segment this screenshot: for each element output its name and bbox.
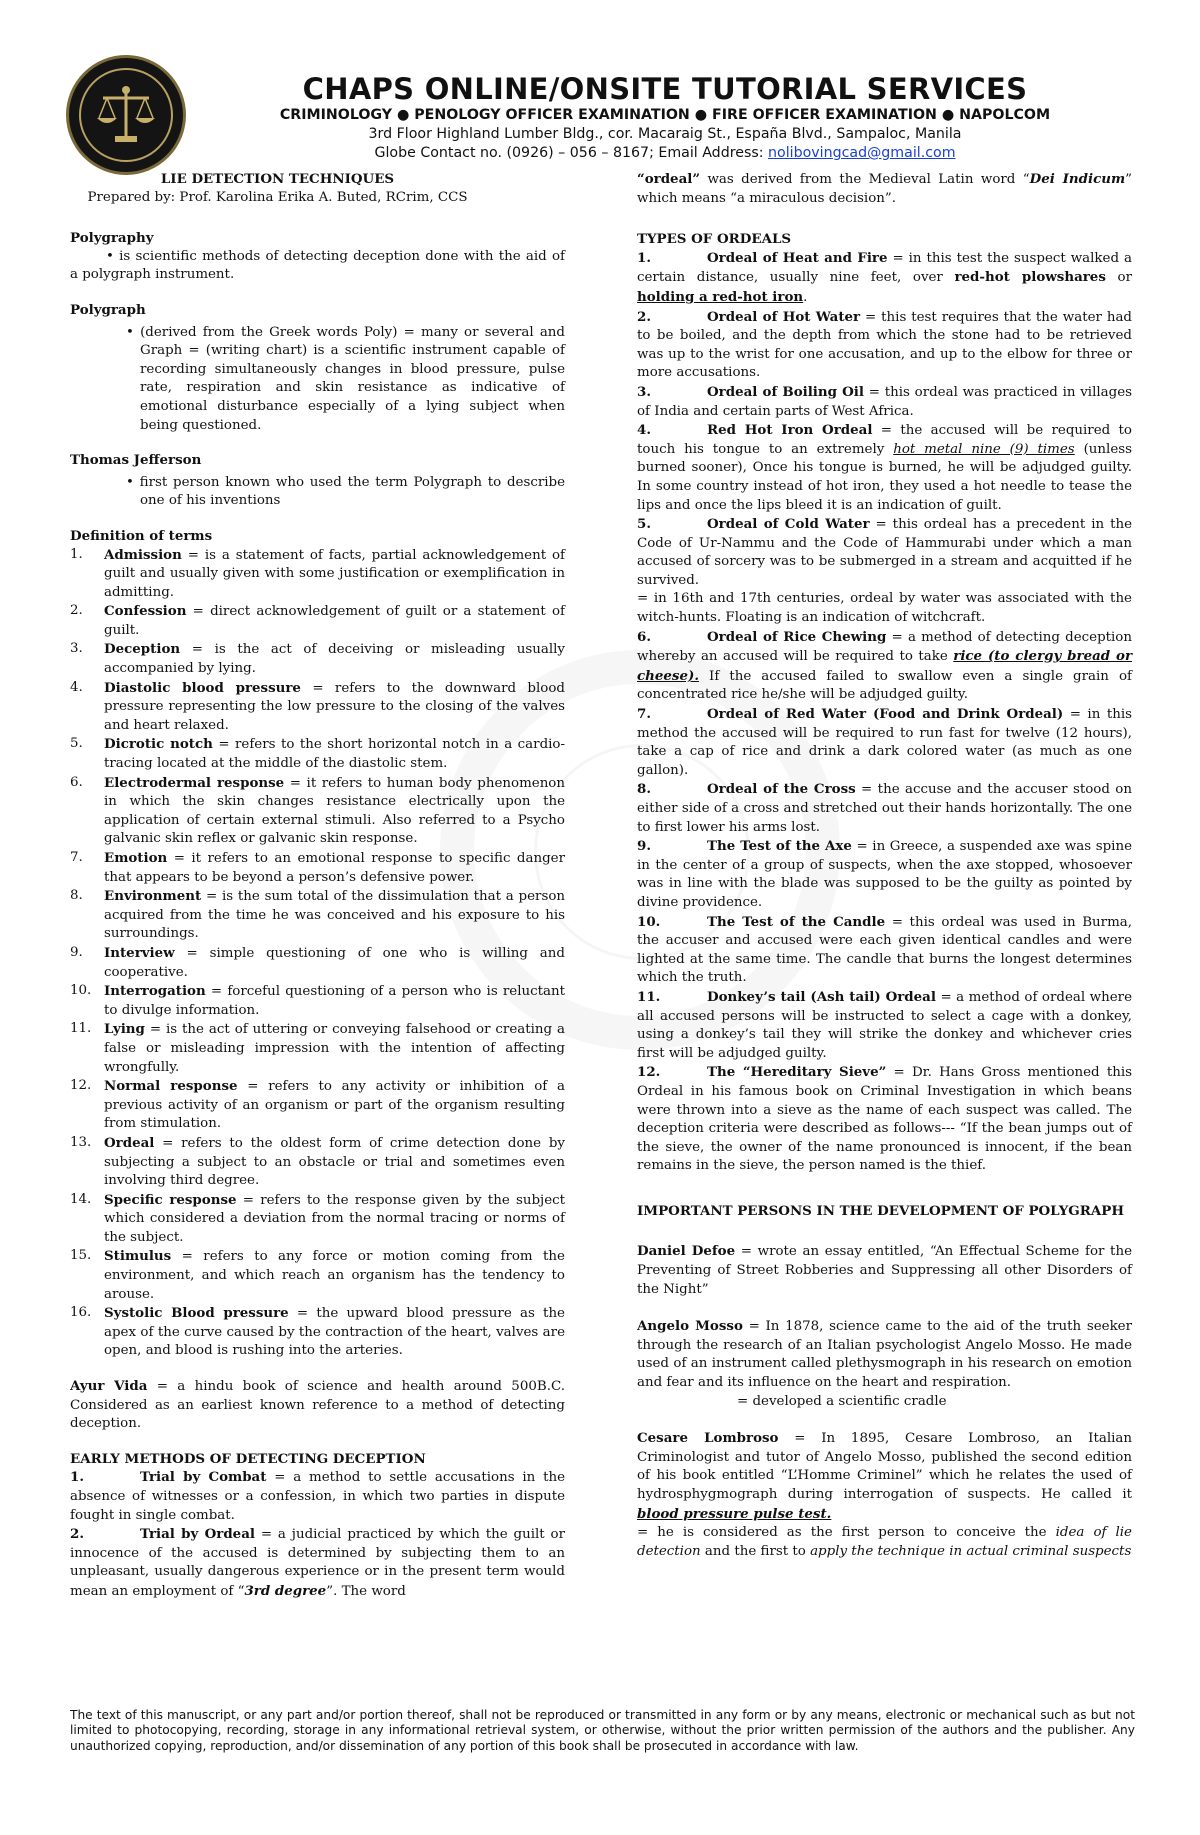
chaps-logo: [66, 55, 186, 175]
early-methods-heading: EARLY METHODS OF DETECTING DECEPTION: [70, 1450, 426, 1467]
definitions-heading: Definition of terms: [70, 527, 213, 544]
ayur-vida-paragraph: Ayur Vida = a hindu book of science and health around 500B.C. Considered as an earliest known reference to a method of detecting deception.: [70, 1378, 565, 1432]
ordeal-item: 5. Ordeal of Cold Water = this ordeal has a precedent in the Code of Ur-Nammu and the Code of Hammurabi under which a man accused of sorcery was to be submerged in a stream and acquitted if he survived.: [637, 516, 1132, 588]
prepared-by: Prepared by: Prof. Karolina Erika A. Buted, RCrim, CCS: [87, 189, 468, 205]
definition-item: 15. Stimulus = refers to any force or motion coming from the environment, and which reach an organism has the tendency to arouse.: [70, 1248, 565, 1302]
definition-item: 8. Environment = is the sum total of the dissimulation that a person acquired from the time he was conceived and his exposure to his surroundings.: [70, 888, 565, 942]
lombroso-paragraph: Cesare Lombroso = In 1895, Cesare Lombroso, an Italian Criminologist and tutor of Angelo Mosso, published the second edition of his book entitled “L’Homme Criminel” which he relates the used of hydrosphygmograph during interrogation of suspects. He called it blood pressure pulse test.: [637, 1430, 1132, 1522]
definition-item: 2. Confession = direct acknowledgement of guilt or a statement of guilt.: [70, 603, 565, 638]
definition-item: 3. Deception = is the act of deceiving or misleading usually accompanied by lying.: [70, 641, 565, 677]
lombroso-extra: = he is considered as the first person to conceive the idea of lie detection and the first to apply the technique in actual criminal suspects: [637, 1525, 1132, 1559]
definition-item: 5. Dicrotic notch = refers to the short horizontal notch in a cardio-tracing located at the middle of the diastolic stem.: [70, 736, 566, 772]
ordeal-item-extra: = in 16th and 17th centuries, ordeal by water was associated with the witch-hunts. Floating is an indication of witchcraft.: [637, 591, 1132, 626]
definition-item: 16. Systolic Blood pressure = the upward blood pressure as the apex of the curve caused by the contraction of the heart, valves are open, and blood is rushing into the arteries.: [70, 1305, 565, 1359]
definition-item: 9. Interview = simple questioning of one who is willing and cooperative.: [70, 944, 565, 980]
types-of-ordeals-heading: TYPES OF ORDEALS: [637, 231, 792, 248]
jefferson-heading: Thomas Jefferson: [70, 452, 202, 469]
definition-item: 14. Specific response = refers to the response given by the subject which considered a deviation from the normal tracing or norms of the subject.: [70, 1191, 565, 1245]
org-address: 3rd Floor Highland Lumber Bldg., cor. Macaraig St., España Blvd., Sampaloc, Manila: [368, 126, 962, 142]
ordeal-item: 12. The “Hereditary Sieve” = Dr. Hans Gross mentioned this Ordeal in his famous book on Criminal Investigation in which beans were thrown into a sieve as the name of each suspect was called. The deception criteria were described as follows--- “If the bean jumps out of the sieve, the owner of the name pronounced is innocent, if the bean remains in the sieve, the person named is the thief.: [637, 1064, 1132, 1174]
exam-list: CRIMINOLOGY ● PENOLOGY OFFICER EXAMINATION ● FIRE OFFICER EXAMINATION ● NAPOLCOM: [279, 107, 1051, 123]
org-contact: Globe Contact no. (0926) – 056 – 8167; Email Address: nolibovingcad@gmail.com: [374, 145, 956, 161]
right-column: [637, 170, 1132, 1561]
polygraphy-heading: Polygraphy: [70, 230, 154, 247]
email-link[interactable]: nolibovingcad@gmail.com: [768, 145, 956, 161]
trial-by-combat: 1. Trial by Combat = a method to settle accusations in the absence of witnesses or a confession, in which two parties in dispute fought in single combat.: [70, 1469, 565, 1523]
mosso-extra: = developed a scientific cradle: [737, 1393, 947, 1409]
ordeal-item: 3. Ordeal of Boiling Oil = this ordeal was practiced in villages of India and certain parts of West Africa.: [637, 383, 1132, 419]
org-title: CHAPS ONLINE/ONSITE TUTORIAL SERVICES: [302, 72, 1028, 106]
ordeal-item: 9. The Test of the Axe = in Greece, a suspended axe was spine in the center of a group of suspects, when the axe stopped, whosoever was in line with the blade was supposed to be the guilty as pointed by divine providence.: [637, 838, 1132, 910]
doc-title: LIE DETECTION TECHNIQUES: [160, 171, 395, 187]
ordeal-item: 7. Ordeal of Red Water (Food and Drink Ordeal) = in this method the accused will be required to run fast for twelve (12 hours), take a cap of rice and drink a dark colored water (as much as one gallon).: [637, 706, 1132, 778]
polygraph-heading: Polygraph: [70, 301, 146, 318]
polygraph-text: • (derived from the Greek words Poly) = many or several and Graph = (writing chart) is a scientific instrument capable of recording simultaneously changes in blood pressure, pulse rate, respiration and skin resistance as indicative of emotional disturbance especially of a lying subject when being questioned.: [126, 324, 565, 433]
ordeal-item: 6. Ordeal of Rice Chewing = a method of detecting deception whereby an accused will be required to take rice (to clergy bread or cheese). If the accused failed to swallow even a single grain of concentrated rice he/she will be adjudged guilty.: [637, 628, 1132, 703]
definitions-list: [70, 546, 565, 1362]
trial-by-ordeal: 2. Trial by Ordeal = a judicial practiced by which the guilt or innocence of the accused is determined by subjecting them to an unpleasant, usually dangerous experience or in the present term would mean an employment of “3rd degree”. The word: [70, 1526, 565, 1599]
ordeal-item: 1. Ordeal of Heat and Fire = in this test the suspect walked a certain distance, usually nine feet, over red-hot plowshares or holding a red-hot iron.: [637, 249, 1132, 305]
defoe-paragraph: Daniel Defoe = wrote an essay entitled, “An Effectual Scheme for the Preventing of Street Robberies and Suppressing all other Disorders of the Night”: [637, 1243, 1132, 1297]
ordeal-item: 2. Ordeal of Hot Water = this test requires that the water had to be boiled, and the depth from which the stone had to be retrieved was up to the wrist for one accusation, and up to the elbow for three or more accusations.: [637, 308, 1133, 381]
left-column: [70, 170, 565, 1602]
ordeal-item: 8. Ordeal of the Cross = the accuse and the accuser stood on either side of a cross and stretched out their hands horizontally. The one to first lower his arms lost.: [637, 781, 1132, 835]
letterhead: [185, 72, 1145, 163]
ordeal-item: 4. Red Hot Iron Ordeal = the accused will be required to touch his tongue to an extremely hot metal nine (9) times (unless burned sooner), Once his tongue is burned, he will be adjudged guilty. In some country instead of hot iron, they used a hot needle to tease the lips and once the lips bleed it is an indication of guilt.: [637, 422, 1132, 513]
definition-item: 1. Admission = is a statement of facts, partial acknowledgement of guilt and usually given with some justification or exemplification in admitting.: [70, 546, 565, 600]
ordeal-item: 10. The Test of the Candle = this ordeal was used in Burma, the accuser and accused were each given identical candles and were lighted at the same time. The candle that burns the longest determines which the truth.: [637, 913, 1133, 986]
ordeal-etymology: “ordeal” was derived from the Medieval Latin word “Dei Indicum” which means “a miraculous decision”.: [637, 171, 1132, 206]
definition-item: 6. Electrodermal response = it refers to human body phenomenon in which the skin changes resistance electrically upon the application of certain external stimuli. Also referred to a Psycho galvanic skin reflex or galvanic skin response.: [70, 774, 565, 847]
definition-item: 7. Emotion = it refers to an emotional response to specific danger that appears to be beyond a person’s defensive power.: [70, 850, 565, 885]
definition-item: 12. Normal response = refers to any activity or inhibition of a previous activity of an organism or part of the organism resulting from stimulation.: [70, 1078, 565, 1132]
ordeal-item: 11. Donkey’s tail (Ash tail) Ordeal = a method of ordeal where all accused persons will be instructed to select a cage with a donkey, using a donkey’s tail they will strike the donkey and whichever cries first will be adjudged guilty.: [637, 988, 1132, 1061]
mosso-paragraph: Angelo Mosso = In 1878, science came to the aid of the truth seeker through the research of an Italian psychologist Angelo Mosso. He made used of an instrument called plethysmograph in his research on emotion and fear and its influence on the heart and respiration.: [637, 1318, 1133, 1391]
scales-of-justice-icon: [93, 82, 159, 148]
definition-item: 11. Lying = is the act of uttering or conveying falsehood or creating a false or misleading impression with the intention of affecting wrongfully.: [70, 1021, 565, 1075]
definition-item: 4. Diastolic blood pressure = refers to the downward blood pressure representing the low pressure to the closing of the valves and heart relaxed.: [70, 679, 565, 733]
important-persons-heading: IMPORTANT PERSONS IN THE DEVELOPMENT OF POLYGRAPH: [637, 1202, 1124, 1219]
definition-item: 13. Ordeal = refers to the oldest form of crime detection done by subjecting a subject to an obstacle or trial and sometimes even involving third degree.: [70, 1134, 565, 1189]
definition-item: 10. Interrogation = forceful questioning of a person who is reluctant to divulge information.: [70, 983, 565, 1018]
polygraphy-text: • is scientific methods of detecting deception done with the aid of a polygraph instrument.: [70, 248, 565, 283]
copyright-notice: The text of this manuscript, or any part and/or portion thereof, shall not be reproduced or transmitted in any form or by any means, electronic or mechanical such as but not limited to photocopying, recording, storage in any informational retrieval system, or otherwise, without the prior written permission of the authors and the publisher. Any unauthorized copying, reproduction, and/or dissemination of any portion of this book shall be prosecuted in accordance with law.: [70, 1708, 1135, 1753]
jefferson-text: • first person known who used the term Polygraph to describe one of his inventions: [126, 474, 565, 509]
